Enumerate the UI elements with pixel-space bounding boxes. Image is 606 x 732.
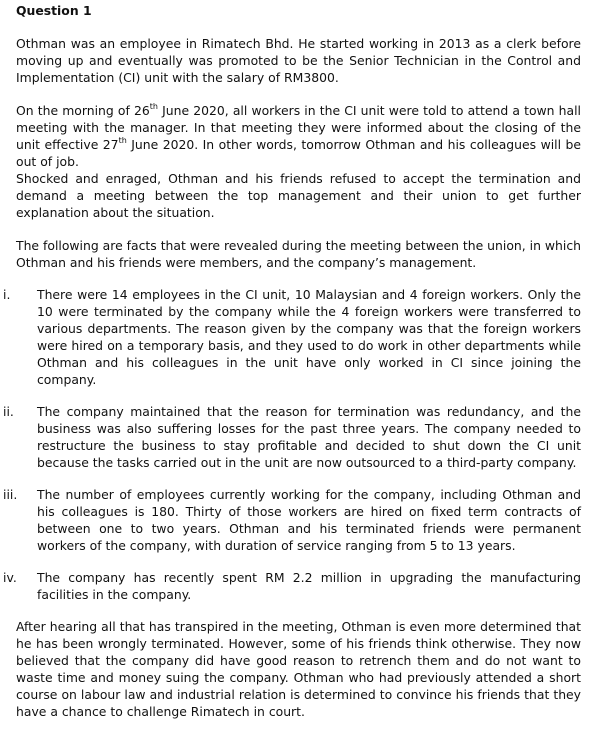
fact-marker: ii.	[3, 404, 14, 419]
fact-marker: iv.	[3, 570, 17, 585]
fact-marker: iii.	[3, 487, 18, 502]
question-title: Question 1	[16, 3, 92, 18]
fact-marker: i.	[3, 287, 11, 302]
fact-text: There were 14 employees in the CI unit, 10 Malaysian and 4 foreign workers. Only the 10 were terminated by the company while the 4 foreign workers were transferred to various departments. The reason given by the company was that the foreign workers were hired on a temporary basis, and they used to do work in other departments while Othman and his colleagues in the unit have only worked in CI since joining the company.	[37, 287, 581, 387]
shocked-paragraph: Shocked and enraged, Othman and his friends refused to accept the termination and demand a meeting between the top management and their union to get further explanation about the situation.	[16, 171, 581, 220]
fact-item	[3, 286, 581, 388]
facts-intro-paragraph: The following are facts that were revealed during the meeting between the union, in which Othman and his friends were members, and the company’s management.	[16, 238, 581, 270]
meeting-sup-1: th	[149, 101, 158, 111]
closing-paragraph: After hearing all that has transpired in the meeting, Othman is even more determined that he has been wrongly terminated. However, some of his friends think otherwise. They now believed that the company did have good reason to retrench them and do not want to waste time and money suing the company. Othman who had previously attended a short course on labour law and industrial relation is determined to convince his friends that they have a chance to challenge Rimatech in court.	[16, 619, 581, 719]
intro-paragraph: Othman was an employee in Rimatech Bhd. He started working in 2013 as a clerk before moving up and eventually was promoted to be the Senior Technician in the Control and Implementation (CI) unit with the salary of RM3800.	[16, 36, 581, 85]
meeting-sup-2: th	[118, 135, 127, 145]
meeting-text-a: On the morning of 26	[16, 103, 150, 118]
meeting-text-b: June 2020, all workers in the CI unit were told to attend a town hall meeting with the manager. In that meeting they were informed about the closing of the unit effective 27	[16, 103, 582, 152]
fact-text: The company maintained that the reason for termination was redundancy, and the business was also suffering losses for the past three years. The company needed to restructure the business to stay profitable and decided to shut down the CI unit because the tasks carried out in the unit are now outsourced to a third-party company.	[37, 404, 581, 470]
fact-text: The number of employees currently working for the company, including Othman and his colleagues is 180. Thirty of those workers are hired on fixed term contracts of between one to two years. Othman and his terminated friends were permanent workers of the company, with duration of service ranging from 5 to 13 years.	[37, 487, 581, 553]
fact-text: The company has recently spent RM 2.2 million in upgrading the manufacturing facilities in the company.	[37, 570, 581, 602]
fact-item	[3, 569, 581, 603]
fact-item	[3, 486, 581, 554]
meeting-text-c: June 2020. In other words, tomorrow Othman and his colleagues will be out of job.	[16, 137, 581, 169]
meeting-paragraph	[16, 102, 581, 170]
fact-item	[3, 403, 581, 471]
